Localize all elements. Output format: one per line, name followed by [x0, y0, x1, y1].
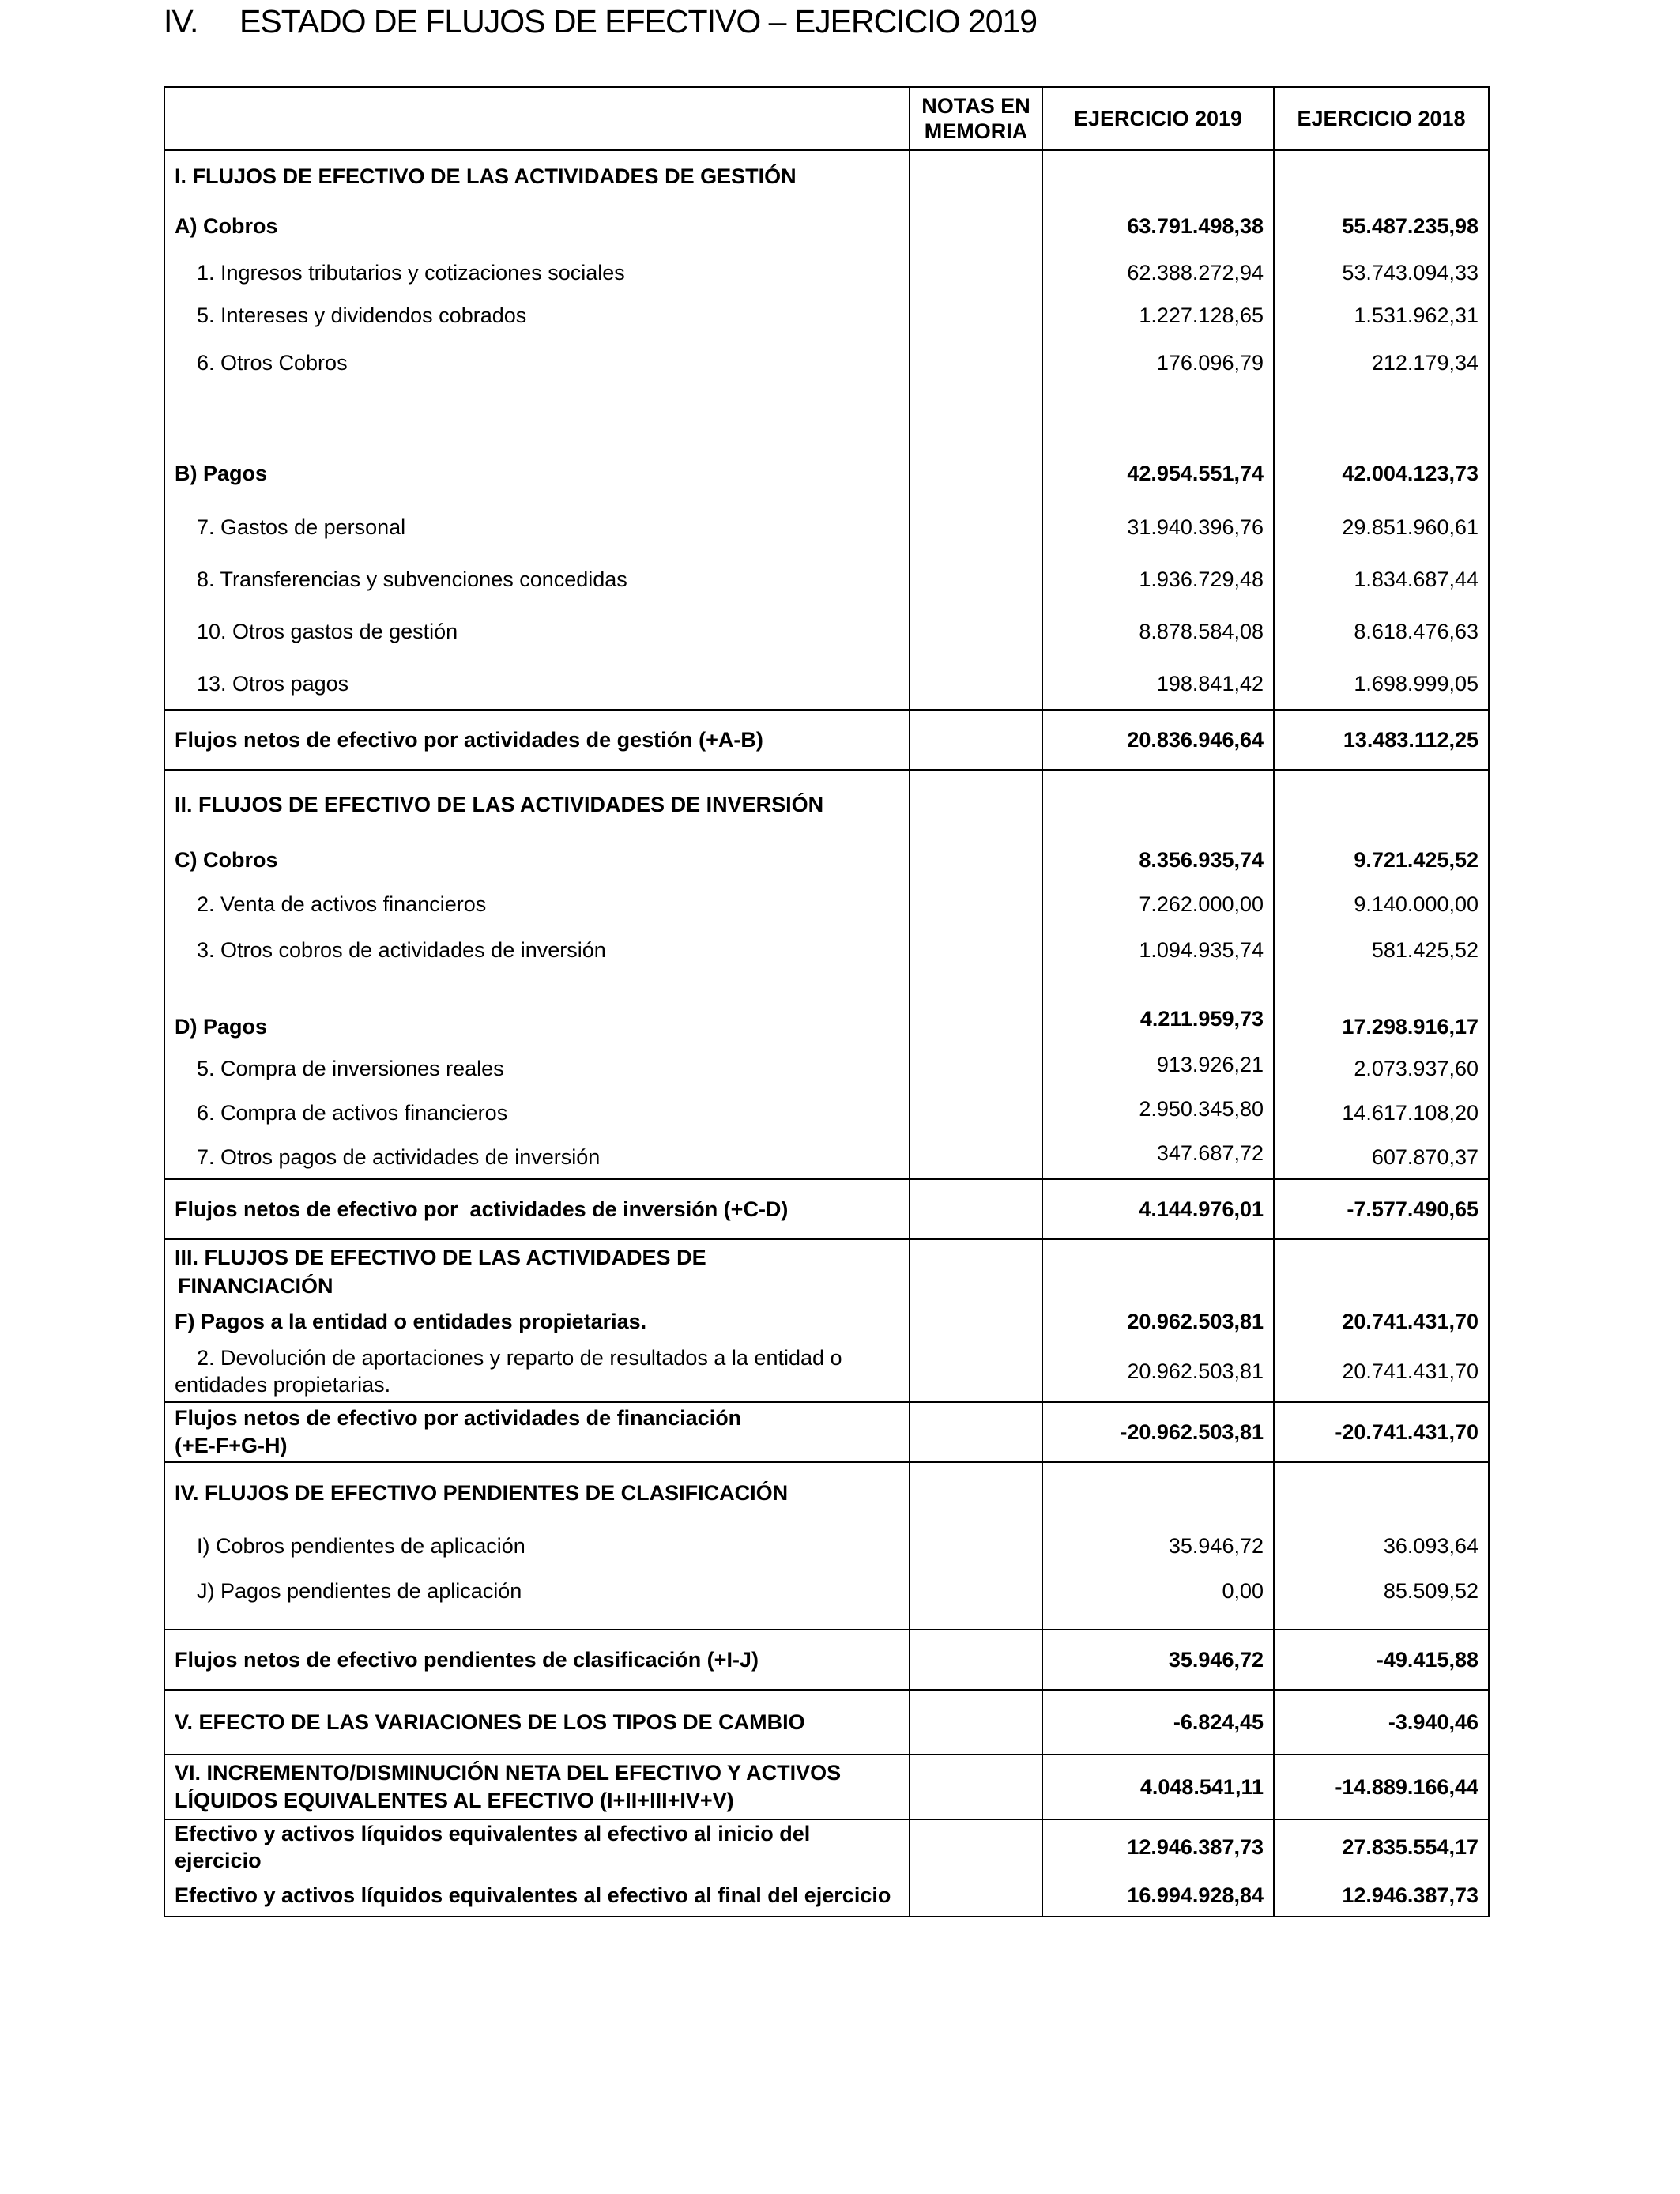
table-row — [164, 150, 1489, 201]
table-row: VI. INCREMENTO/DISMINUCIÓN NETA DEL EFECTIVO Y ACTIVOS LÍQUIDOS EQUIVALENTES AL EFECTIVO (I+II+III+IV+V) 4.048.541,11 -14.889.166,44 — [164, 1755, 1489, 1819]
table-row: V. EFECTO DE LAS VARIACIONES DE LOS TIPOS DE CAMBIO -6.824,45 -3.940,46 — [164, 1690, 1489, 1755]
row-label: D) Pagos — [164, 974, 910, 1046]
table-row: 1. Ingresos tributarios y cotizaciones sociales 62.388.272,94 53.743.094,33 — [164, 251, 1489, 294]
table-row: 6. Otros Cobros 176.096,79 212.179,34 — [164, 337, 1489, 389]
table-row: I) Cobros pendientes de aplicación 35.946,72 36.093,64 — [164, 1522, 1489, 1570]
row-label — [164, 1402, 910, 1462]
row-label: 5. Intereses y dividendos cobrados — [164, 294, 910, 337]
row-label-line1: III. FLUJOS DE EFECTIVO DE LAS ACTIVIDADES DE — [175, 1245, 706, 1269]
table-row-total: Flujos netos de efectivo pendientes de clasificación (+I-J) 35.946,72 -49.415,88 — [164, 1630, 1489, 1690]
row-label: J) Pagos pendientes de aplicación — [164, 1570, 910, 1630]
table-row: A) Cobros 63.791.498,38 55.487.235,98 — [164, 201, 1489, 251]
table-row: 5. Intereses y dividendos cobrados 1.227.128,65 1.531.962,31 — [164, 294, 1489, 337]
table-row: 3. Otros cobros de actividades de inversión 1.094.935,74 581.425,52 — [164, 926, 1489, 974]
row-label: Efectivo y activos líquidos equivalentes al efectivo al final del ejercicio — [164, 1874, 910, 1917]
row-label — [164, 1755, 910, 1819]
row-label — [164, 1340, 910, 1402]
table-row-total: Flujos netos de efectivo por actividades de financiación (+E-F+G-H) -20.962.503,81 -20.741.431,70 — [164, 1402, 1489, 1462]
row-label: Flujos netos de efectivo por actividades de gestión (+A-B) — [164, 710, 910, 770]
row-label: I) Cobros pendientes de aplicación — [164, 1522, 910, 1570]
table-row: D) Pagos 4.211.959,73 17.298.916,17 — [164, 974, 1489, 1046]
row-label: 10. Otros gastos de gestión — [164, 605, 910, 658]
header-2019: EJERCICIO 2019 — [1042, 87, 1274, 150]
table-row: 7. Gastos de personal 31.940.396,76 29.851.960,61 — [164, 501, 1489, 553]
row-label-line2: FINANCIACIÓN — [178, 1273, 333, 1298]
row-label-line1: Flujos netos de efectivo por actividades de financiación — [175, 1406, 742, 1430]
table-row: Efectivo y activos líquidos equivalentes al efectivo al inicio del ejercicio 12.946.387,73 27.835.554,17 — [164, 1819, 1489, 1874]
table-row: 6. Compra de activos financieros 2.950.345,80 14.617.108,20 — [164, 1091, 1489, 1135]
section-title: ESTADO DE FLUJOS DE EFECTIVO – EJERCICIO 2019 — [239, 3, 1038, 40]
table-row: Efectivo y activos líquidos equivalentes al efectivo al final del ejercicio 16.994.928,84 12.946.387,73 — [164, 1874, 1489, 1917]
table-row — [164, 770, 1489, 838]
table-row-total: Flujos netos de efectivo por actividades de gestión (+A-B) 20.836.946,64 13.483.112,25 — [164, 710, 1489, 770]
row-label: 2. Venta de activos financieros — [164, 882, 910, 926]
table-row: F) Pagos a la entidad o entidades propietarias. 20.962.503,81 20.741.431,70 — [164, 1302, 1489, 1340]
row-label: 5. Compra de inversiones reales — [164, 1046, 910, 1091]
table-row: 2. Devolución de aportaciones y reparto de resultados a la entidad o entidades propietarias. 20.962.503,81 20.741.431,70 — [164, 1340, 1489, 1402]
row-label: Flujos netos de efectivo pendientes de clasificación (+I-J) — [164, 1630, 910, 1690]
table-row: 8. Transferencias y subvenciones concedidas 1.936.729,48 1.834.687,44 — [164, 553, 1489, 605]
table-row: B) Pagos 42.954.551,74 42.004.123,73 — [164, 389, 1489, 501]
row-label: V. EFECTO DE LAS VARIACIONES DE LOS TIPOS DE CAMBIO — [164, 1690, 910, 1755]
table-row-total: Flujos netos de efectivo por actividades de inversión (+C-D) 4.144.976,01 -7.577.490,65 — [164, 1179, 1489, 1239]
row-label-line1: 2. Devolución de aportaciones y reparto de resultados a la entidad o — [197, 1345, 842, 1370]
row-label: A) Cobros — [164, 201, 910, 251]
row-label-line1: VI. INCREMENTO/DISMINUCIÓN NETA DEL EFECTIVO Y ACTIVOS — [175, 1761, 842, 1785]
row-label: B) Pagos — [164, 389, 910, 501]
table-row: 5. Compra de inversiones reales 913.926,21 2.073.937,60 — [164, 1046, 1489, 1091]
table-row: 13. Otros pagos 198.841,42 1.698.999,05 — [164, 658, 1489, 710]
row-label: 3. Otros cobros de actividades de inversión — [164, 926, 910, 974]
row-label: Efectivo y activos líquidos equivalentes al efectivo al inicio del ejercicio — [164, 1819, 910, 1874]
row-label: C) Cobros — [164, 838, 910, 882]
table-row: J) Pagos pendientes de aplicación 0,00 85.509,52 — [164, 1570, 1489, 1630]
row-label: Flujos netos de efectivo por actividades de inversión (+C-D) — [164, 1179, 910, 1239]
table-row — [164, 1462, 1489, 1522]
row-label: 7. Otros pagos de actividades de inversión — [164, 1135, 910, 1179]
header-2018: EJERCICIO 2018 — [1274, 87, 1489, 150]
section-number: IV. — [164, 3, 198, 40]
row-label: 6. Otros Cobros — [164, 337, 910, 389]
row-label: II. FLUJOS DE EFECTIVO DE LAS ACTIVIDADES DE INVERSIÓN — [164, 770, 910, 838]
row-label: 8. Transferencias y subvenciones concedidas — [164, 553, 910, 605]
header-concept — [164, 87, 910, 150]
row-label: IV. FLUJOS DE EFECTIVO PENDIENTES DE CLASIFICACIÓN — [164, 1462, 910, 1522]
header-notes: NOTAS EN MEMORIA — [910, 87, 1042, 150]
table-row — [164, 1239, 1489, 1302]
row-label — [164, 1239, 910, 1302]
table-row: C) Cobros 8.356.935,74 9.721.425,52 — [164, 838, 1489, 882]
row-label-line2: LÍQUIDOS EQUIVALENTES AL EFECTIVO (I+II+III+IV+V) — [175, 1789, 734, 1812]
row-label: F) Pagos a la entidad o entidades propietarias. — [164, 1302, 910, 1340]
row-label-line2: entidades propietarias. — [175, 1372, 391, 1397]
table-row: 7. Otros pagos de actividades de inversión 347.687,72 607.870,37 — [164, 1135, 1489, 1179]
row-label: 13. Otros pagos — [164, 658, 910, 710]
row-label: I. FLUJOS DE EFECTIVO DE LAS ACTIVIDADES DE GESTIÓN — [164, 150, 910, 201]
table-row: 10. Otros gastos de gestión 8.878.584,08 8.618.476,63 — [164, 605, 1489, 658]
table-row: 2. Venta de activos financieros 7.262.000,00 9.140.000,00 — [164, 882, 1489, 926]
table-header — [164, 87, 1489, 150]
cash-flow-table — [164, 86, 1490, 1917]
row-label: 1. Ingresos tributarios y cotizaciones sociales — [164, 251, 910, 294]
page-title — [164, 3, 1037, 40]
row-label: 6. Compra de activos financieros — [164, 1091, 910, 1135]
row-label: 7. Gastos de personal — [164, 501, 910, 553]
row-label-line2: (+E-F+G-H) — [175, 1434, 288, 1457]
